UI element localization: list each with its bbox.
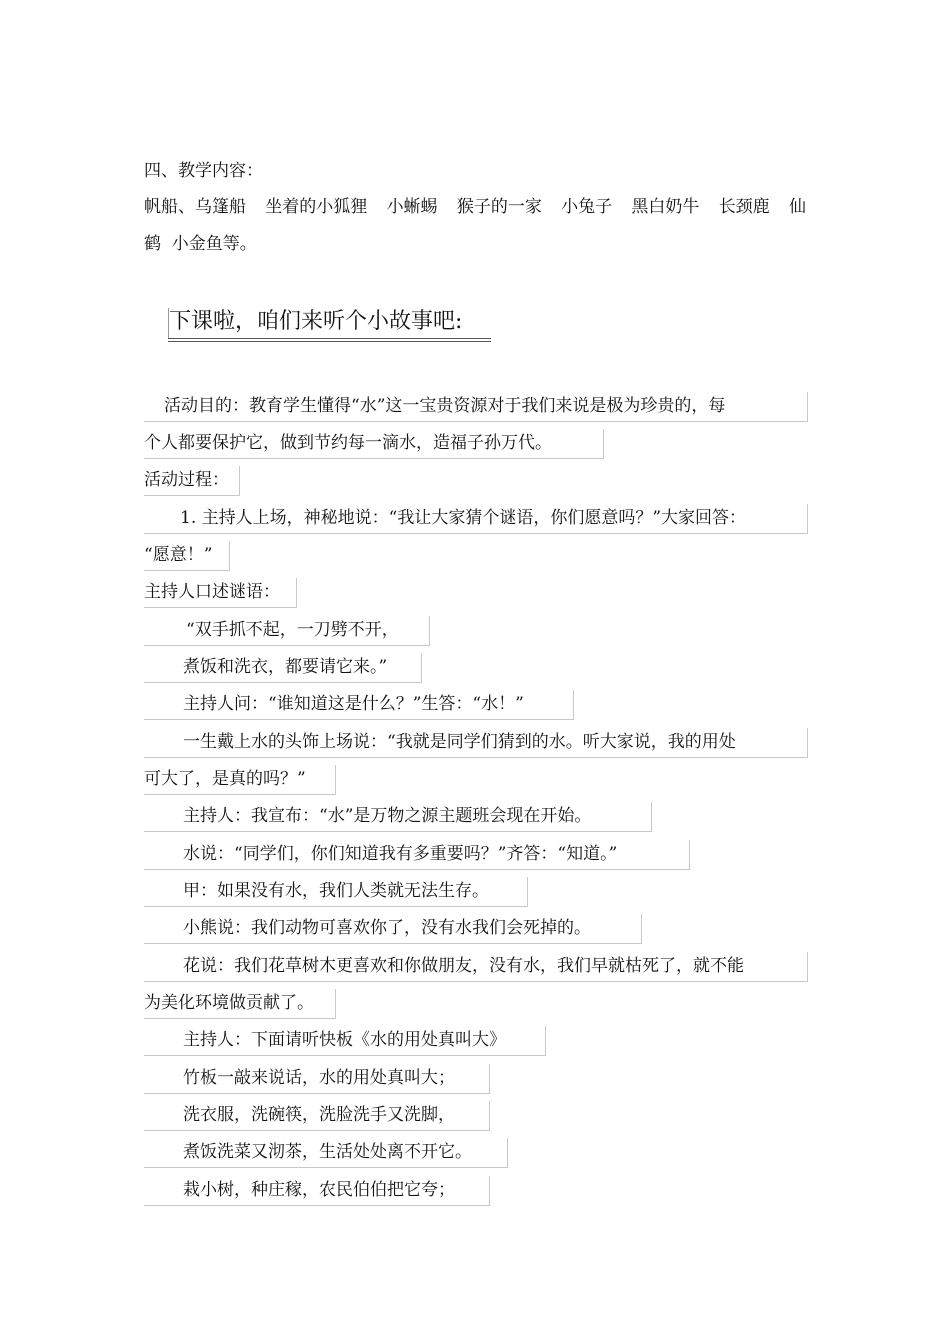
riddle-heading: 主持人口述谜语： — [144, 578, 297, 608]
riddle-line-2: 煮饭和洗衣，都要请它来。” — [144, 653, 422, 683]
flower-line-1: 花说：我们花草树木更喜欢和你做朋友，没有水，我们早就枯死了，就不能 — [144, 952, 808, 982]
section-heading: 四、教学内容： — [144, 161, 263, 181]
water-asks-line: 水说：“同学们，你们知道我有多重要吗？”齐答：“知道。” — [144, 840, 690, 870]
banner-underline-double — [168, 341, 491, 342]
water-speaks-line-1: 一生戴上水的头饰上场说：“我就是同学们猜到的水。听大家说，我的用处 — [144, 728, 808, 758]
flower-line-2: 为美化环境做贡献了。 — [144, 989, 336, 1019]
purpose-line-1 — [144, 392, 808, 422]
banner-underline — [168, 338, 491, 339]
host-question-line: 主持人问：“谁知道这是什么？”生答：“水！” — [144, 690, 574, 720]
banner-title: 下课啦，咱们来听个小故事吧: — [169, 309, 463, 334]
clapper-intro-line: 主持人：下面请听快板《水的用处真叫大》 — [144, 1026, 546, 1056]
clapper-verse-2: 洗衣服，洗碗筷，洗脸洗手又洗脚， — [144, 1101, 490, 1131]
content-item: 猴子的一家 — [456, 197, 542, 217]
purpose-line-2: 个人都要保护它，做到节约每一滴水，造福子孙万代。 — [144, 429, 604, 459]
clapper-verse-4: 栽小树，种庄稼，农民伯伯把它夸； — [144, 1176, 490, 1206]
process-heading: 活动过程： — [144, 466, 240, 496]
host-announce-line: 主持人：我宣布：“水”是万物之源主题班会现在开始。 — [144, 802, 652, 832]
content-items-line — [144, 196, 806, 218]
content-item: 仙 — [788, 197, 806, 217]
content-item: 坐着的小狐狸 — [265, 197, 368, 217]
content-item: 帆船、乌篷船 — [144, 197, 246, 217]
content-item: 小蜥蜴 — [386, 197, 438, 217]
content-item: 小兔子 — [561, 197, 613, 217]
story-banner — [168, 308, 491, 338]
clapper-verse-3: 煮饭洗菜又沏茶，生活处处离不开它。 — [144, 1138, 508, 1168]
speaker-a-line: 甲：如果没有水，我们人类就无法生存。 — [144, 877, 528, 907]
riddle-line-1: “双手抓不起，一刀劈不开， — [144, 616, 430, 646]
bear-line: 小熊说：我们动物可喜欢你了，没有水我们会死掉的。 — [144, 914, 642, 944]
clapper-verse-1: 竹板一敲来说话，水的用处真叫大； — [144, 1064, 490, 1094]
water-speaks-line-2: 可大了，是真的吗？” — [144, 765, 336, 795]
text-line: 活动目的：教育学生懂得“水”这一宝贵资源对于我们来说是极为珍贵的，每 — [164, 396, 726, 416]
host-intro-line: 1. 主持人上场，神秘地说：“我让大家猜个谜语，你们愿意吗？”大家回答： — [144, 504, 808, 534]
content-item: 长颈鹿 — [718, 197, 770, 217]
answer-line: “愿意！” — [144, 541, 230, 571]
content-item: 黑白奶牛 — [631, 197, 700, 217]
content-items-line-2: 鹤 小金鱼等。 — [144, 234, 257, 254]
